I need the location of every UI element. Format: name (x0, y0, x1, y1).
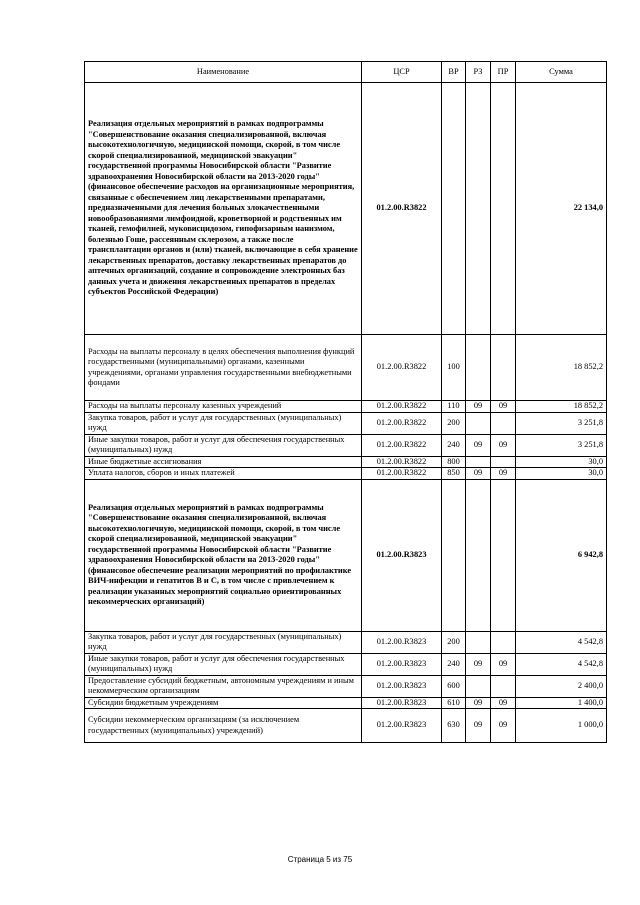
row-sum: 30,0 (516, 456, 607, 468)
row-pr (491, 83, 516, 335)
row-csr: 01.2.00.R3822 (362, 83, 442, 335)
row-name: Закупка товаров, работ и услуг для государственных (муниципальных) нужд (85, 631, 362, 653)
row-name: Субсидии бюджетным учреждениям (85, 697, 362, 709)
table-row (85, 456, 607, 468)
row-csr: 01.2.00.R3822 (362, 434, 442, 456)
row-sum: 22 134,0 (516, 83, 607, 335)
row-vr: 200 (442, 631, 466, 653)
row-rz: 09 (466, 468, 491, 480)
header-csr: ЦСР (362, 62, 442, 83)
table-row (85, 401, 607, 413)
row-sum: 2 400,0 (516, 675, 607, 697)
page-number: Страница 5 из 75 (287, 855, 353, 864)
row-vr: 630 (442, 709, 466, 743)
row-vr (442, 83, 466, 335)
table-row (85, 434, 607, 456)
table-row (85, 412, 607, 434)
row-rz: 09 (466, 434, 491, 456)
row-pr (491, 675, 516, 697)
row-rz (466, 456, 491, 468)
row-csr: 01.2.00.R3822 (362, 456, 442, 468)
row-sum: 1 000,0 (516, 709, 607, 743)
table-row (85, 335, 607, 401)
row-rz (466, 83, 491, 335)
table-row (85, 653, 607, 675)
row-vr: 110 (442, 401, 466, 413)
row-csr: 01.2.00.R3822 (362, 335, 442, 401)
row-name: Закупка товаров, работ и услуг для государственных (муниципальных) нужд (85, 412, 362, 434)
row-rz (466, 479, 491, 631)
row-sum: 18 852,2 (516, 401, 607, 413)
row-pr (491, 412, 516, 434)
row-sum: 30,0 (516, 468, 607, 480)
row-name: Иные закупки товаров, работ и услуг для обеспечения государственных (муниципальных) нужд (85, 434, 362, 456)
header-name: Наименование (85, 62, 362, 83)
table-row (85, 675, 607, 697)
row-name: Предоставление субсидий бюджетным, автономным учреждениям и иным некоммерческим организациям (85, 675, 362, 697)
row-rz: 09 (466, 401, 491, 413)
row-name: Реализация отдельных мероприятий в рамках подпрограммы "Совершенствование оказания специализированной, включая высокотехнологичную, медицинской помощи, скорой, в том числе скорой специализированной, медицинской эвакуации" государственной программы Новосибирской области "Развитие здравоохранения Новосибирской области на 2013-2020 годы" (финансовое обеспечение расходов на организационные мероприятия, связанные с обеспечением лиц лекарственными препаратами, предназначенными для лечения больных злокачественными новообразованиями лимфоидной, кроветворной и родственных им тканей, гемофилией, муковисцидозом, гипофизарным нанизмом, болезнью Гоше, рассеянным склерозом, а также после трансплантации органов и (или) тканей, включающие в себя хранение лекарственных препаратов, доставку лекарственных препаратов до аптечных организаций, создание и сопровождение электронных баз данных учета и движения лекарственных препаратов в пределах субъектов Российской Федерации) (85, 83, 362, 335)
row-name: Субсидии некоммерческим организациям (за исключением государственных (муниципальных) учреждений) (85, 709, 362, 743)
row-csr: 01.2.00.R3823 (362, 631, 442, 653)
row-rz (466, 675, 491, 697)
row-csr: 01.2.00.R3822 (362, 412, 442, 434)
row-csr: 01.2.00.R3823 (362, 675, 442, 697)
row-vr: 600 (442, 675, 466, 697)
row-rz: 09 (466, 653, 491, 675)
table-row (85, 697, 607, 709)
row-vr: 240 (442, 434, 466, 456)
header-sum: Сумма (516, 62, 607, 83)
header-rz: РЗ (466, 62, 491, 83)
header-pr: ПР (491, 62, 516, 83)
row-vr (442, 479, 466, 631)
row-rz: 09 (466, 697, 491, 709)
row-name: Реализация отдельных мероприятий в рамках подпрограммы "Совершенствование оказания специализированной, включая высокотехнологичную, медицинской помощи, скорой, в том числе скорой специализированной, медицинской эвакуации" государственной программы Новосибирской области "Развитие здравоохранения Новосибирской области на 2013-2020 годы" (финансовое обеспечение реализации мероприятий по профилактике ВИЧ-инфекции и гепатитов В и С, в том числе с привлечением к реализации указанных мероприятий социально ориентированных некоммерческих организаций) (85, 479, 362, 631)
row-csr: 01.2.00.R3823 (362, 697, 442, 709)
row-pr (491, 335, 516, 401)
table-row (85, 83, 607, 335)
table-row (85, 709, 607, 743)
budget-table (84, 61, 607, 743)
row-sum: 3 251,8 (516, 412, 607, 434)
row-csr: 01.2.00.R3822 (362, 401, 442, 413)
row-csr: 01.2.00.R3823 (362, 653, 442, 675)
row-pr: 09 (491, 653, 516, 675)
row-pr (491, 479, 516, 631)
row-pr (491, 631, 516, 653)
row-name: Расходы на выплаты персоналу казенных учреждений (85, 401, 362, 413)
row-rz (466, 412, 491, 434)
row-csr: 01.2.00.R3823 (362, 709, 442, 743)
table-row (85, 479, 607, 631)
row-pr (491, 456, 516, 468)
row-sum: 18 852,2 (516, 335, 607, 401)
row-vr: 100 (442, 335, 466, 401)
row-sum: 6 942,8 (516, 479, 607, 631)
row-vr: 610 (442, 697, 466, 709)
header-vr: ВР (442, 62, 466, 83)
row-sum: 4 542,8 (516, 631, 607, 653)
row-vr: 850 (442, 468, 466, 480)
row-vr: 240 (442, 653, 466, 675)
row-vr: 800 (442, 456, 466, 468)
row-pr: 09 (491, 468, 516, 480)
table-row (85, 631, 607, 653)
row-rz (466, 335, 491, 401)
row-name: Иные бюджетные ассигнования (85, 456, 362, 468)
row-pr: 09 (491, 434, 516, 456)
row-name: Уплата налогов, сборов и иных платежей (85, 468, 362, 480)
row-csr: 01.2.00.R3822 (362, 468, 442, 480)
row-name: Иные закупки товаров, работ и услуг для обеспечения государственных (муниципальных) нужд (85, 653, 362, 675)
row-vr: 200 (442, 412, 466, 434)
table-row (85, 468, 607, 480)
row-name: Расходы на выплаты персоналу в целях обеспечения выполнения функций государственными (муниципальными) органами, казенными учреждениями, органами управления государственными внебюджетными фондами (85, 335, 362, 401)
row-sum: 1 400,0 (516, 697, 607, 709)
row-pr: 09 (491, 709, 516, 743)
table-header-row (85, 62, 607, 83)
row-pr: 09 (491, 697, 516, 709)
row-sum: 3 251,8 (516, 434, 607, 456)
row-rz: 09 (466, 709, 491, 743)
row-sum: 4 542,8 (516, 653, 607, 675)
row-pr: 09 (491, 401, 516, 413)
row-csr: 01.2.00.R3823 (362, 479, 442, 631)
row-rz (466, 631, 491, 653)
